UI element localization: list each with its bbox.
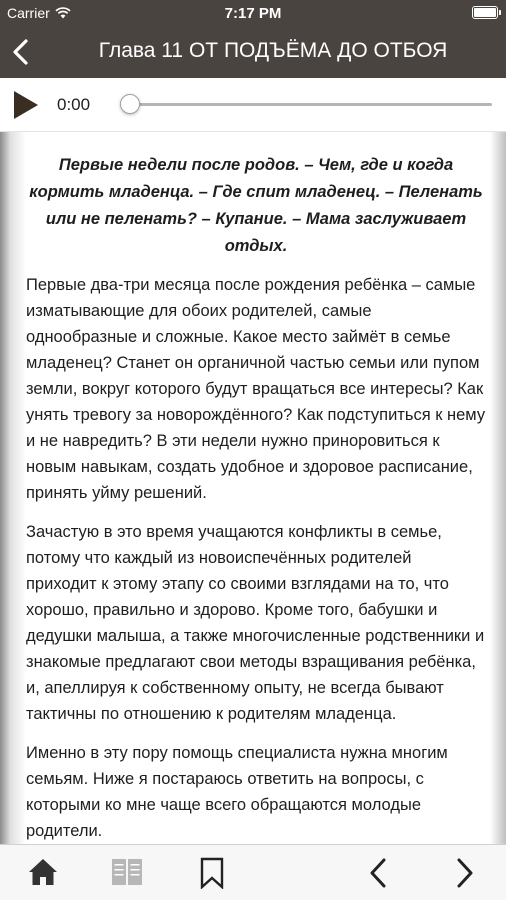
previous-page-button[interactable]: [366, 857, 392, 894]
bookmark-button[interactable]: [199, 857, 225, 894]
reading-area[interactable]: [0, 132, 506, 844]
audio-player: [0, 78, 506, 132]
battery-icon: [472, 6, 498, 19]
bookmark-icon: [199, 857, 225, 889]
chapter-summary: Первые недели после родов. – Чем, где и когда кормить младенца. – Где спит младенец. – Пеленать или не пеленать? – Купание. – Мама заслуживает отдых.: [29, 156, 483, 255]
chevron-left-icon: [8, 36, 36, 68]
status-bar: [0, 0, 506, 26]
chevron-right-icon: [451, 857, 477, 889]
chapter-title: Глава 11 ОТ ПОДЪЁМА ДО ОТБОЯ: [98, 39, 448, 62]
current-time: 0:00: [57, 95, 91, 114]
contents-button[interactable]: [111, 857, 143, 892]
home-button[interactable]: [28, 857, 58, 892]
navigation-bar: [0, 26, 506, 78]
next-page-button[interactable]: [451, 857, 477, 894]
back-button[interactable]: [8, 36, 36, 68]
status-time: 7:17 PM: [224, 5, 282, 22]
play-icon: [12, 90, 40, 120]
paragraph: Именно в эту пору помощь специалиста нужна многим семьям. Ниже я постараюсь ответить на вопросы, с которыми ко мне чаще всего обращаются молодые родители.: [26, 744, 448, 840]
page-edge-shadow: [0, 132, 26, 844]
progress-thumb[interactable]: [120, 94, 140, 114]
book-icon: [111, 857, 143, 887]
page-edge-shadow-right: [490, 132, 506, 844]
progress-track[interactable]: [124, 103, 492, 106]
paragraph: Первые два-три месяца после рождения ребёнка – самые изматывающие для обоих родителей, самые однообразные и сложные. Какое место займёт в семье младенец? Станет он органичной частью семьи или пупом земли, вокруг которого будут вращаться все интересы? Как унять тревогу за новорождённого? Как подступиться к нему и не навредить? В эти недели нужно приноровиться к новым навыкам, создать удобное и здоровое расписание, принять уйму решений.: [26, 276, 486, 502]
home-icon: [28, 857, 58, 887]
play-button[interactable]: [12, 90, 40, 120]
bottom-toolbar: [0, 844, 506, 900]
page-text: [26, 152, 486, 844]
paragraph: Зачастую в это время учащаются конфликты в семье, потому что каждый из новоиспечённых родителей приходит к этому этапу со своими взглядами на то, что хорошо, правильно и здорово. Кроме того, бабушки и дедушки малыша, а также многочисленные родственники и знакомые предлагают свои методы взращивания ребёнка, и, апеллируя к собственному опыту, не всегда бывают тактичны по отношению к родителям младенца.: [26, 523, 485, 723]
carrier-label: Carrier: [7, 5, 50, 21]
chevron-left-icon: [366, 857, 392, 889]
